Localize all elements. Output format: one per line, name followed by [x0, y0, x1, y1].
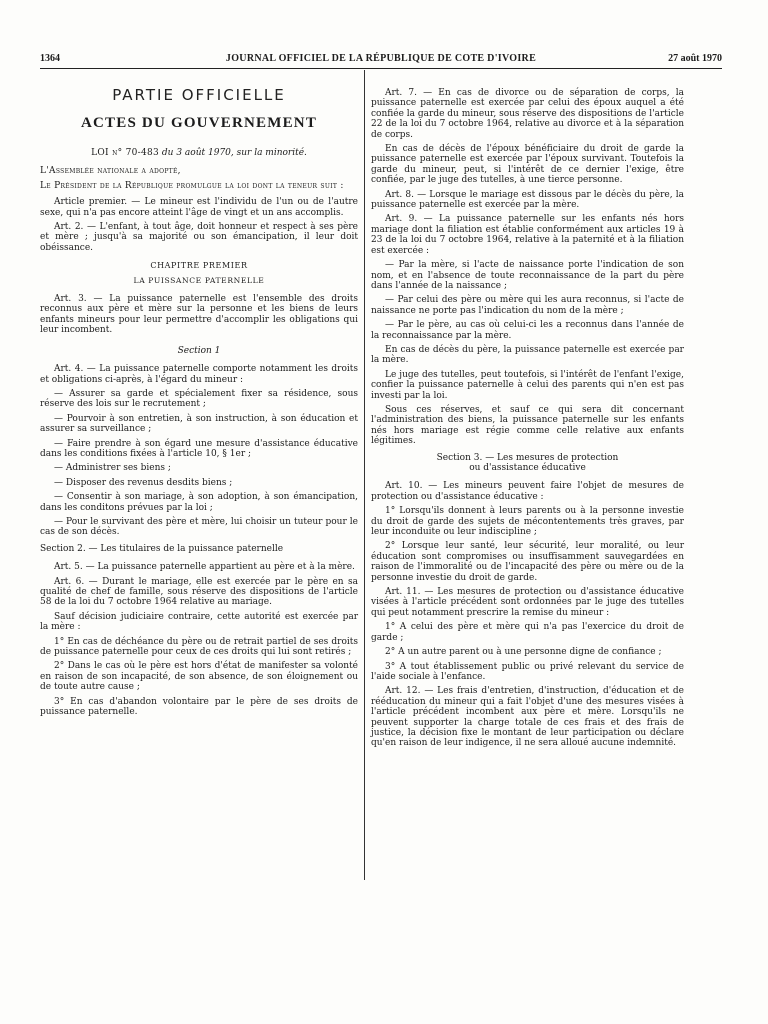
- section-1-heading: Section 1: [177, 345, 221, 356]
- list-item: 2° Dans le cas où le père est hors d'état de manifester sa volonté en raison de son incapacité, de son absence, de son éloignement ou de toute autre cause ;: [40, 661, 358, 693]
- list-item: — Par la mère, si l'acte de naissance porte l'indication de son nom, et en l'absence de toute reconnaissance de la part du père dans l'année de la naissance ;: [371, 260, 684, 291]
- assemblee-line: L'Assemblée nationale a adopté,: [40, 166, 181, 177]
- paragraph: Sauf décision judiciaire contraire, cette autorité est exercée par la mère :: [40, 611, 358, 633]
- article-5: Art. 5. — La puissance paternelle appartient au père et à la mère.: [54, 562, 355, 573]
- list-item: 1° En cas de déchéance du père ou de retrait partiel de ses droits de puissance paternelle pour ceux de ces droits qui lui sont retirés ;: [40, 636, 358, 658]
- section-3-heading: [371, 453, 684, 474]
- list-item: — Par celui des père ou mère qui les aura reconnus, si l'acte de naissance ne porte pas l'indication du nom de la mère ;: [371, 295, 684, 316]
- article-10: Art. 10. — Les mineurs peuvent faire l'objet de mesures de protection ou d'assistance éducative :: [371, 481, 684, 502]
- paragraph: En cas de décès de l'époux bénéficiaire du droit de garde la puissance paternelle est exercée par l'époux survivant. Toutefois la garde du mineur, peut, si l'intérêt de ce dernier l'exige, être confiée, par le juge des tutelles, à une tierce personne.: [371, 144, 684, 186]
- list-item: — Faire prendre à son égard une mesure d'assistance éducative dans les conditions fixées à l'article 10, § 1er ;: [40, 438, 358, 459]
- article-11: Art. 11. — Les mesures de protection ou d'assistance éducative visées à l'article précédent sont ordonnées par le juge des tutelles qui peut notamment prescrire la remise du mineur :: [371, 587, 684, 618]
- paragraph: Sous ces réserves, et sauf ce qui sera dit concernant l'administration des biens, la puissance paternelle sur les enfants nés hors mariage est régie comme celle relative aux enfants légitimes.: [371, 404, 684, 447]
- list-item: — Assurer sa garde et spécialement fixer sa résidence, sous réserve des lois sur le recrutement ;: [40, 388, 358, 410]
- section-3-line-1: Section 3. — Les mesures de protection: [436, 452, 619, 463]
- list-item: — Administrer ses biens ;: [54, 463, 171, 474]
- list-item: — Pourvoir à son entretien, à son instruction, à son éducation et assurer sa surveillance ;: [40, 413, 358, 435]
- article-8: Art. 8. — Lorsque le mariage est dissous par le décès du père, la puissance paternelle est exercée par la mère.: [371, 189, 684, 211]
- article-3: Art. 3. — La puissance paternelle est l'ensemble des droits reconnus aux père et mère sur la personne et les biens de leurs enfants mineurs pour leur permettre d'accomplir les obligations qui leur incombent.: [40, 294, 358, 336]
- partie-officielle-heading: PARTIE OFFICIELLE: [112, 86, 286, 104]
- journal-title: JOURNAL OFFICIEL DE LA RÉPUBLIQUE DE COTE D'IVOIRE: [225, 53, 537, 64]
- list-item: 2° Lorsque leur santé, leur sécurité, leur moralité, ou leur éducation sont compromises ou insuffisamment sauvegardées en raison de l'immoralité ou de l'incapacité des père ou mère ou de la personne investie du droit de garde.: [371, 541, 684, 583]
- article-7: Art. 7. — En cas de divorce ou de séparation de corps, la puissance paternelle est exercée par celui des époux auquel a été confiée la garde du mineur, sous réserve des dispositions de l'article 22 de la loi du 7 octobre 1964, relative au divorce et à la séparation de corps.: [371, 88, 684, 140]
- list-item: 1° Lorsqu'ils donnent à leurs parents ou à la personne investie du droit de garde des sujets de mécontentements très graves, par leur inconduite ou leur indiscipline ;: [371, 506, 684, 538]
- law-subject: du 3 août 1970, sur la minorité.: [161, 148, 307, 158]
- column-divider: [364, 70, 365, 880]
- article-9: Art. 9. — La puissance paternelle sur les enfants nés hors mariage dont la filiation est établie conformément aux articles 19 à 23 de la loi du 7 octobre 1964, relative à la paternité et à la filiation est exercée :: [371, 214, 684, 256]
- president-line: Le Président de la République promulgue la loi dont la teneur suit :: [40, 180, 344, 191]
- article-1: Article premier. — Le mineur est l'individu de l'un ou de l'autre sexe, qui n'a pas encore atteint l'âge de vingt et un ans accomplis.: [40, 197, 358, 218]
- article-6: Art. 6. — Durant le mariage, elle est exercée par le père en sa qualité de chef de famille, sous réserve des dispositions de l'article 58 de la loi du 7 octobre 1964 relative au mariage.: [40, 576, 358, 608]
- issue-date: 27 août 1970: [668, 53, 722, 64]
- left-column: [40, 86, 358, 721]
- paragraph: En cas de décès du père, la puissance paternelle est exercée par la mère.: [371, 344, 684, 366]
- section-2-heading: Section 2. — Les titulaires de la puissance paternelle: [40, 543, 284, 554]
- list-item: 3° A tout établissement public ou privé relevant du service de l'aide sociale à l'enfance.: [371, 661, 684, 682]
- article-2: Art. 2. — L'enfant, à tout âge, doit honneur et respect à ses père et mère ; jusqu'à sa majorité ou son émancipation, il leur doit obéissance.: [40, 222, 358, 253]
- article-12: Art. 12. — Les frais d'entretien, d'instruction, d'éducation et de rééducation du mineur qui a fait l'objet d'une des mesures visées à l'article précédent incombent aux père et mère. Lorsqu'ils ne peuvent supporter la charge totale de ces frais et des frais de justice, la décision fixe le montant de leur participation ou déclare qu'en raison de leur indigence, il ne sera alloué aucune indemnité.: [371, 686, 684, 749]
- list-item: 3° En cas d'abandon volontaire par le père de ses droits de puissance paternelle.: [40, 696, 358, 718]
- list-item: — Par le père, au cas où celui-ci les a reconnus dans l'année de la reconnaissance par la mère.: [371, 320, 684, 341]
- page-number: 1364: [40, 53, 60, 64]
- list-item: — Consentir à son mariage, à son adoption, à son émancipation, dans les conditons prévues par la loi ;: [40, 492, 358, 513]
- list-item: — Pour le survivant des père et mère, lui choisir un tuteur pour le cas de son décès.: [40, 516, 358, 538]
- article-4: Art. 4. — La puissance paternelle comporte notamment les droits et obligations ci-après, à l'égard du mineur :: [40, 364, 358, 385]
- list-item: — Disposer des revenus desdits biens ;: [54, 477, 233, 488]
- law-number: LOI n° 70-483: [91, 148, 160, 158]
- chapter-heading: CHAPITRE PREMIER: [150, 261, 248, 271]
- section-3-line-2: ou d'assistance éducative: [469, 463, 586, 473]
- chapter-subtitle: LA PUISSANCE PATERNELLE: [133, 275, 265, 285]
- list-item: 1° A celui des père et mère qui n'a pas l'exercice du droit de garde ;: [371, 622, 684, 643]
- list-item: 2° A un autre parent ou à une personne digne de confiance ;: [385, 647, 662, 658]
- header-rule: [40, 68, 722, 69]
- running-header: [40, 52, 722, 66]
- paragraph: Le juge des tutelles, peut toutefois, si l'intérêt de l'enfant l'exige, confier la puissance paternelle à celui des parents qui n'en est pas investi par la loi.: [371, 369, 684, 401]
- law-title: [40, 148, 358, 158]
- right-column: [371, 88, 684, 753]
- actes-heading: ACTES DU GOUVERNEMENT: [80, 115, 318, 131]
